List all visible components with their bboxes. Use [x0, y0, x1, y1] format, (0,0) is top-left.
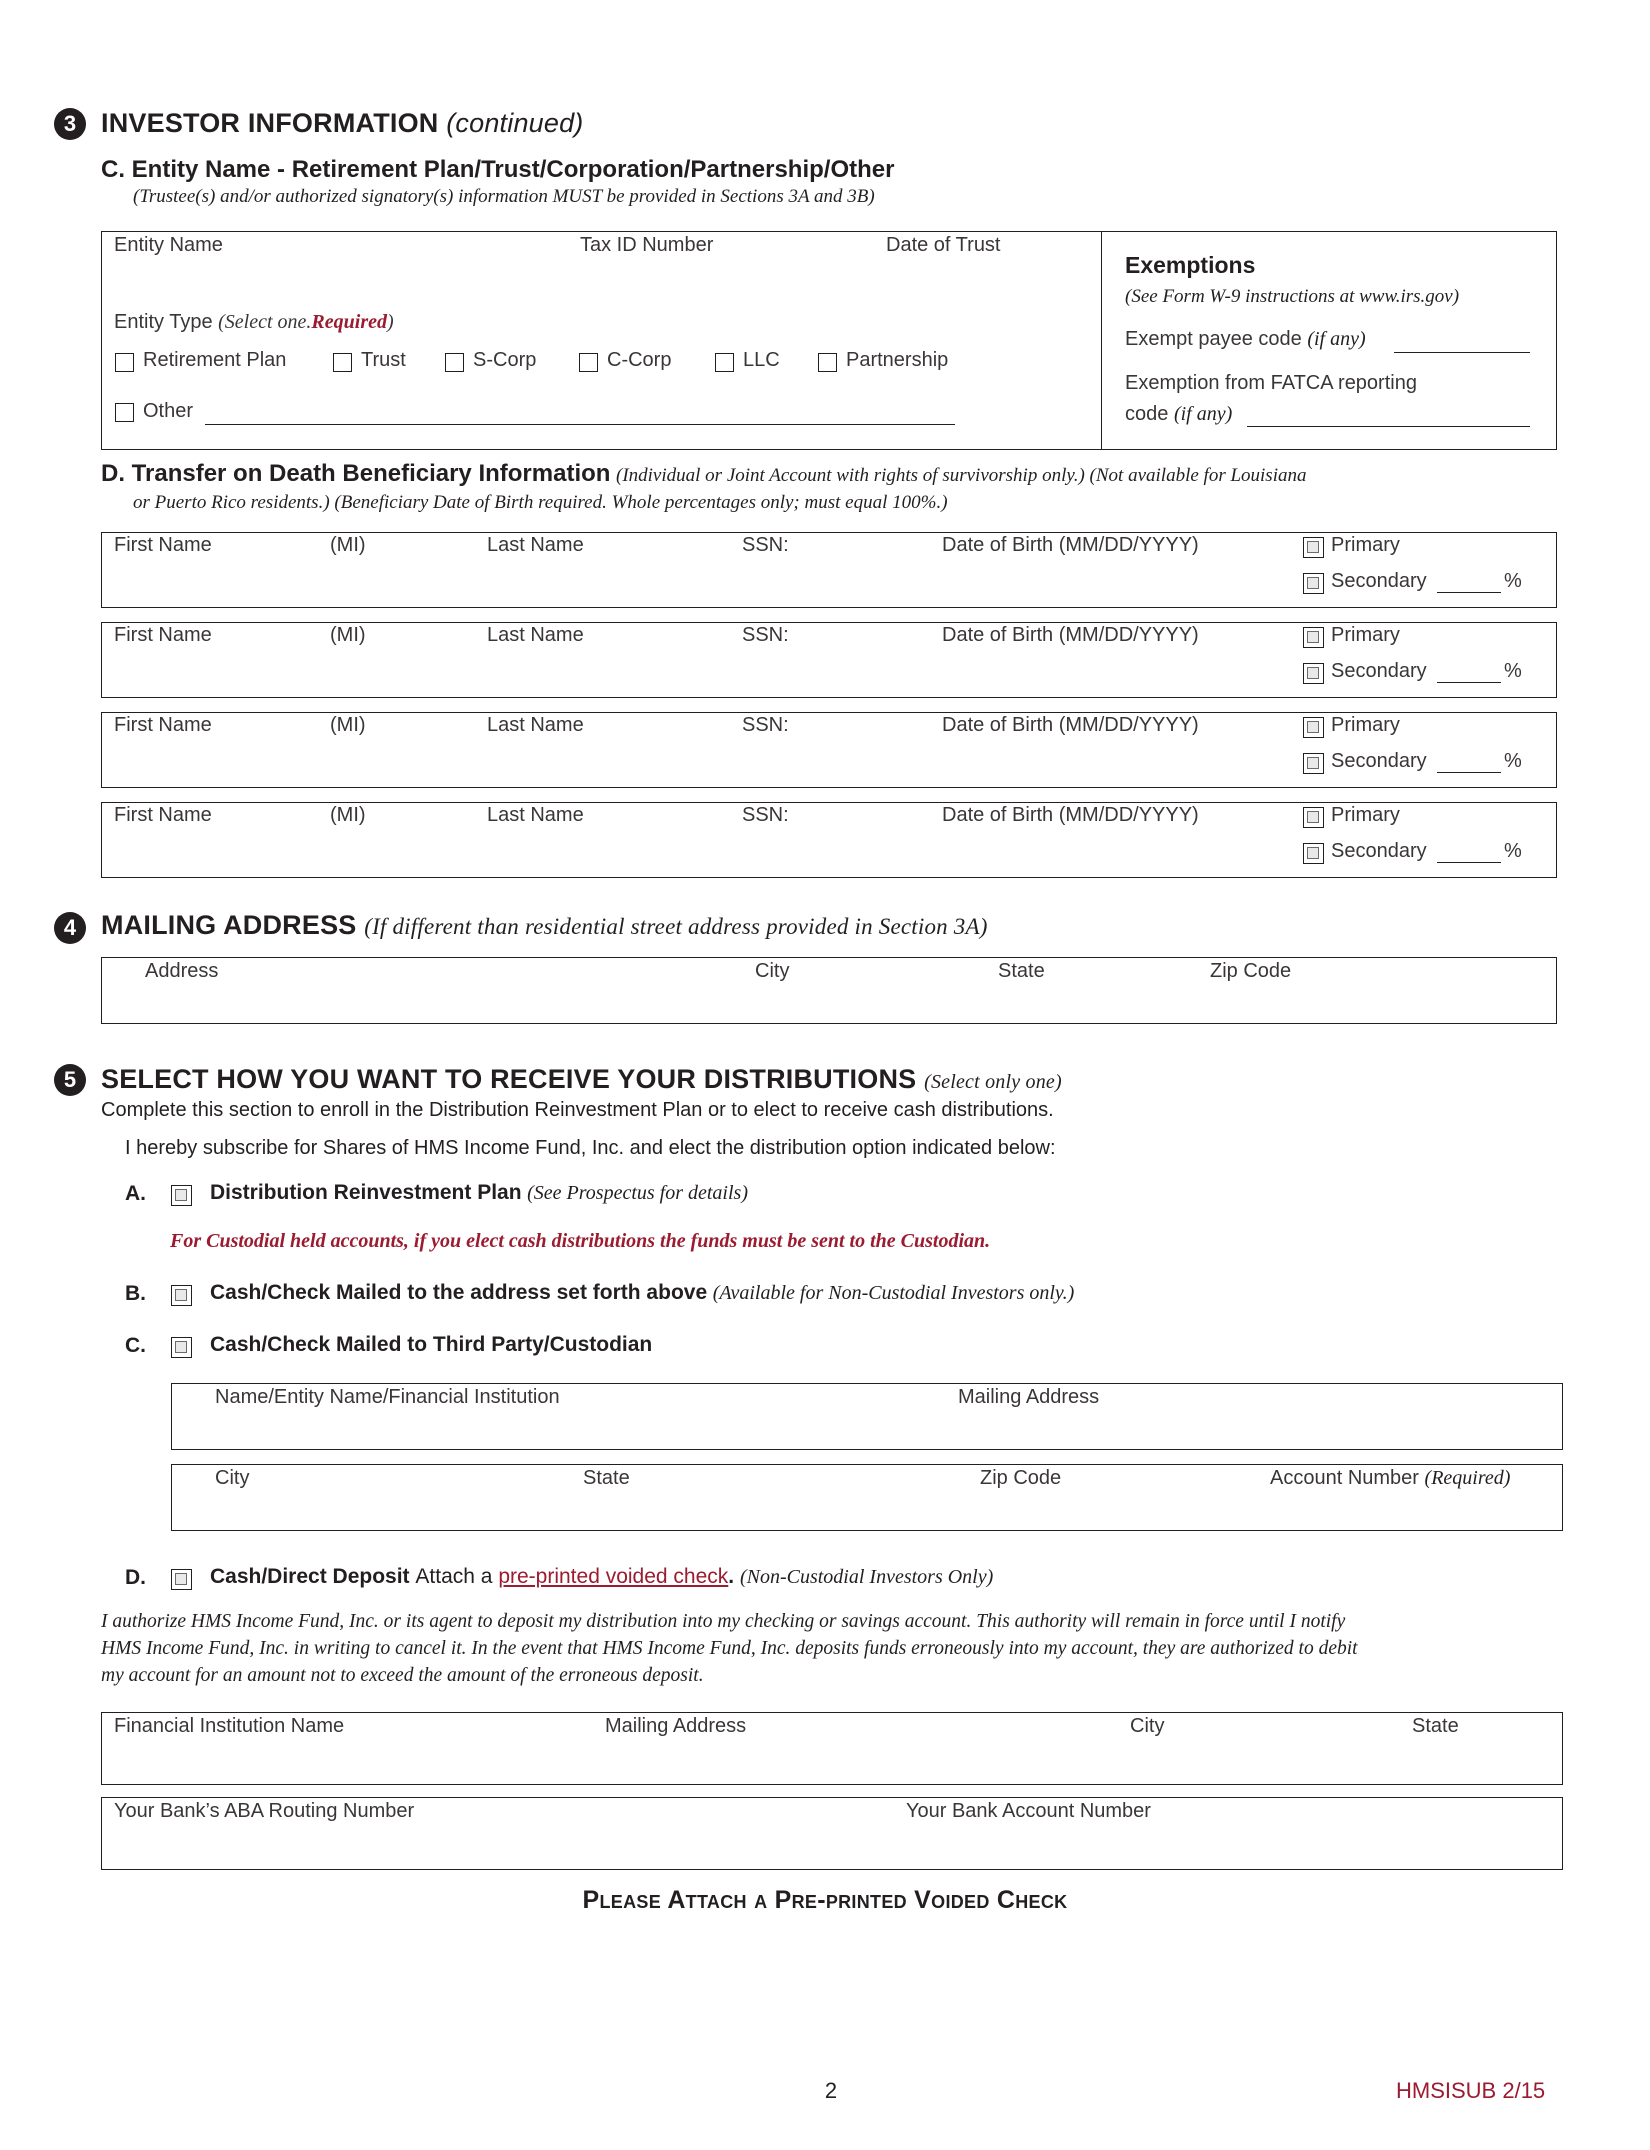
third-party-account-label: Account Number [1270, 1467, 1419, 1489]
tod-heading-line [101, 460, 1307, 488]
option-b-label: Cash/Check Mailed to the address set forth above [210, 1281, 708, 1304]
section-3-title [101, 108, 584, 139]
beneficiary-secondary-checkbox[interactable] [1303, 843, 1324, 864]
fatca-line-2 [1125, 403, 1232, 426]
beneficiary-first-name-label: First Name [114, 624, 212, 646]
option-b-checkbox[interactable] [171, 1285, 192, 1306]
option-d-checkbox[interactable] [171, 1569, 192, 1590]
mailing-zip-label: Zip Code [1210, 960, 1292, 982]
option-c-letter: C. [125, 1334, 146, 1357]
trust-checkbox[interactable] [333, 353, 352, 372]
beneficiary-last-name-label: Last Name [487, 534, 584, 556]
beneficiary-mi-label: (MI) [330, 714, 366, 736]
option-b-note: (Available for Non-Custodial Investors only.) [712, 1282, 1075, 1304]
option-a-line [210, 1181, 748, 1205]
beneficiary-percent-input-line[interactable] [1437, 752, 1501, 773]
third-party-account-line [1270, 1467, 1510, 1490]
partnership-checkbox[interactable] [818, 353, 837, 372]
beneficiary-secondary-label: Secondary [1331, 660, 1427, 682]
page-number: 2 [824, 2078, 838, 2103]
mailing-city-label: City [755, 960, 790, 982]
beneficiary-mi-label: (MI) [330, 624, 366, 646]
entity-type-line [114, 311, 394, 334]
section-3-title-note: (continued) [446, 108, 584, 138]
beneficiary-mi-label: (MI) [330, 534, 366, 556]
beneficiary-first-name-label: First Name [114, 714, 212, 736]
trust-label: Trust [361, 349, 406, 371]
beneficiary-percent-label: % [1504, 840, 1522, 862]
option-c-label: Cash/Check Mailed to Third Party/Custodian [210, 1333, 653, 1356]
llc-checkbox[interactable] [715, 353, 734, 372]
entity-exemptions-divider [1101, 231, 1102, 450]
bank-account-label: Your Bank Account Number [906, 1800, 1151, 1822]
financial-mailing-label: Mailing Address [605, 1715, 747, 1737]
beneficiary-percent-input-line[interactable] [1437, 572, 1501, 593]
exempt-payee-input-line[interactable] [1394, 330, 1530, 353]
beneficiary-ssn-label: SSN: [742, 624, 789, 646]
beneficiary-secondary-label: Secondary [1331, 570, 1427, 592]
beneficiary-percent-input-line[interactable] [1437, 662, 1501, 683]
beneficiary-secondary-checkbox[interactable] [1303, 753, 1324, 774]
subscribe-statement: I hereby subscribe for Shares of HMS Income Fund, Inc. and elect the distribution option indicated below: [125, 1137, 1056, 1159]
exempt-payee-label: Exempt payee code [1125, 328, 1302, 350]
partnership-label: Partnership [846, 349, 949, 371]
beneficiary-percent-label: % [1504, 750, 1522, 772]
beneficiary-percent-input-line[interactable] [1437, 842, 1501, 863]
exemptions-title: Exemptions [1125, 252, 1256, 278]
beneficiary-first-name-label: First Name [114, 804, 212, 826]
financial-state-label: State [1412, 1715, 1459, 1737]
beneficiary-secondary-label: Secondary [1331, 840, 1427, 862]
tod-heading: D. Transfer on Death Beneficiary Information [101, 460, 611, 487]
s-corp-checkbox[interactable] [445, 353, 464, 372]
entity-name-label: Entity Name [114, 234, 223, 256]
beneficiary-primary-label: Primary [1331, 714, 1400, 736]
beneficiary-ssn-label: SSN: [742, 714, 789, 736]
beneficiary-dob-label: Date of Birth (MM/DD/YYYY) [942, 714, 1199, 736]
exempt-payee-note: (if any) [1307, 328, 1366, 350]
other-label: Other [143, 400, 194, 422]
section-number-5: 5 [54, 1064, 86, 1096]
third-party-name-label: Name/Entity Name/Financial Institution [215, 1386, 560, 1408]
fatca-note: (if any) [1173, 403, 1233, 425]
beneficiary-last-name-label: Last Name [487, 714, 584, 736]
entity-name-heading: C. Entity Name - Retirement Plan/Trust/Corporation/Partnership/Other [101, 156, 895, 183]
entity-type-required: Required [311, 311, 387, 333]
beneficiary-primary-label: Primary [1331, 804, 1400, 826]
fatca-label-2: code [1125, 403, 1169, 425]
third-party-city-label: City [215, 1467, 250, 1489]
beneficiary-primary-checkbox[interactable] [1303, 537, 1324, 558]
option-a-letter: A. [125, 1182, 146, 1205]
option-a-note: (See Prospectus for details) [527, 1182, 748, 1204]
retirement-plan-checkbox[interactable] [115, 353, 134, 372]
section-4-title [101, 910, 988, 941]
beneficiary-ssn-label: SSN: [742, 804, 789, 826]
option-d-note: (Non-Custodial Investors Only) [739, 1566, 994, 1588]
section-number-4: 4 [54, 912, 86, 944]
beneficiary-percent-label: % [1504, 570, 1522, 592]
section-5-title [101, 1064, 1062, 1095]
third-party-zip-label: Zip Code [980, 1467, 1062, 1489]
section-3-title-text: INVESTOR INFORMATION [101, 108, 439, 138]
authorization-line-2: HMS Income Fund, Inc. in writing to cancel it. In the event that HMS Income Fund, Inc. deposits funds erroneously into my account, they are authorized to debit [101, 1638, 1358, 1659]
form-code: HMSISUB 2/15 [1396, 2078, 1546, 2103]
mailing-address-label: Address [145, 960, 219, 982]
voided-check-link[interactable]: pre-printed voided check [498, 1565, 729, 1588]
beneficiary-percent-label: % [1504, 660, 1522, 682]
authorization-line-1: I authorize HMS Income Fund, Inc. or its agent to deposit my distribution into my checking or savings account. This authority will remain in force until I notify [101, 1611, 1346, 1632]
custodial-warning: For Custodial held accounts, if you elect cash distributions the funds must be sent to the Custodian. [170, 1230, 991, 1252]
option-a-label: Distribution Reinvestment Plan [210, 1181, 522, 1204]
beneficiary-secondary-checkbox[interactable] [1303, 573, 1324, 594]
attach-check-notice: Please Attach a Pre-printed Voided Check [582, 1886, 1068, 1914]
section-4-note: (If different than residential street address provided in Section 3A) [364, 914, 988, 939]
option-d-line [210, 1565, 993, 1589]
retirement-plan-label: Retirement Plan [143, 349, 287, 371]
entity-name-note: (Trustee(s) and/or authorized signatory(s) information MUST be provided in Sections 3A and 3B) [133, 186, 875, 207]
entity-type-note: (Select one. [218, 311, 312, 333]
beneficiary-primary-label: Primary [1331, 534, 1400, 556]
section-number-3: 3 [54, 108, 86, 140]
section-4-title-text: MAILING ADDRESS [101, 910, 357, 940]
section-5-title-text: SELECT HOW YOU WANT TO RECEIVE YOUR DISTRIBUTIONS [101, 1064, 917, 1094]
llc-label: LLC [743, 349, 780, 371]
financial-city-label: City [1130, 1715, 1165, 1737]
beneficiary-mi-label: (MI) [330, 804, 366, 826]
aba-routing-label: Your Bank’s ABA Routing Number [114, 1800, 415, 1822]
other-input-line[interactable] [205, 402, 955, 425]
beneficiary-primary-checkbox[interactable] [1303, 717, 1324, 738]
third-party-mailing-label: Mailing Address [958, 1386, 1100, 1408]
third-party-account-required: (Required) [1424, 1467, 1511, 1489]
beneficiary-primary-checkbox[interactable] [1303, 627, 1324, 648]
mailing-address-box[interactable] [101, 957, 1557, 1024]
beneficiary-secondary-label: Secondary [1331, 750, 1427, 772]
option-a-checkbox[interactable] [171, 1185, 192, 1206]
section-5-note: (Select only one) [924, 1071, 1062, 1093]
s-corp-label: S-Corp [473, 349, 537, 371]
beneficiary-primary-checkbox[interactable] [1303, 807, 1324, 828]
tod-note-2: or Puerto Rico residents.) (Beneficiary Date of Birth required. Whole percentages only; must equal 100%.) [133, 492, 948, 513]
option-d-label: Cash/Direct Deposit [210, 1565, 410, 1588]
tod-note-1: (Individual or Joint Account with rights of survivorship only.) (Not available for Louisiana [616, 465, 1307, 486]
mailing-state-label: State [998, 960, 1045, 982]
beneficiary-last-name-label: Last Name [487, 804, 584, 826]
tax-id-label: Tax ID Number [580, 234, 714, 256]
option-d-letter: D. [125, 1566, 146, 1589]
beneficiary-dob-label: Date of Birth (MM/DD/YYYY) [942, 534, 1199, 556]
beneficiary-dob-label: Date of Birth (MM/DD/YYYY) [942, 804, 1199, 826]
other-checkbox[interactable] [115, 403, 134, 422]
authorization-line-3: my account for an amount not to exceed the amount of the erroneous deposit. [101, 1665, 704, 1686]
third-party-state-label: State [583, 1467, 630, 1489]
financial-institution-label: Financial Institution Name [114, 1715, 345, 1737]
fatca-label-1: Exemption from FATCA reporting [1125, 372, 1417, 394]
option-d-period: . [728, 1565, 735, 1588]
beneficiary-secondary-checkbox[interactable] [1303, 663, 1324, 684]
entity-type-close: ) [386, 311, 394, 333]
exemptions-note: (See Form W-9 instructions at www.irs.gov) [1125, 286, 1460, 307]
c-corp-checkbox[interactable] [579, 353, 598, 372]
beneficiary-ssn-label: SSN: [742, 534, 789, 556]
section-5-intro: Complete this section to enroll in the Distribution Reinvestment Plan or to elect to receive cash distributions. [101, 1099, 1054, 1121]
option-c-checkbox[interactable] [171, 1337, 192, 1358]
beneficiary-last-name-label: Last Name [487, 624, 584, 646]
option-d-attach: Attach a [415, 1565, 493, 1588]
beneficiary-primary-label: Primary [1331, 624, 1400, 646]
beneficiary-dob-label: Date of Birth (MM/DD/YYYY) [942, 624, 1199, 646]
entity-type-label: Entity Type [114, 311, 213, 333]
date-of-trust-label: Date of Trust [886, 234, 1001, 256]
beneficiary-first-name-label: First Name [114, 534, 212, 556]
fatca-input-line[interactable] [1247, 404, 1530, 427]
c-corp-label: C-Corp [607, 349, 672, 371]
option-b-letter: B. [125, 1282, 146, 1305]
exempt-payee-line [1125, 328, 1366, 351]
option-b-line [210, 1281, 1074, 1305]
